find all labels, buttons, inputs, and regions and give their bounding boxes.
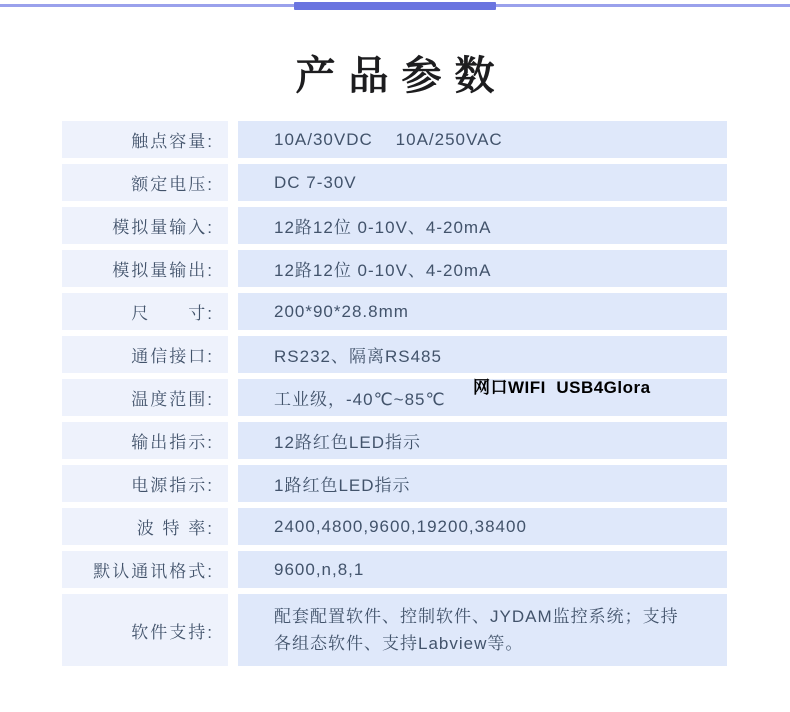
param-value: 10A/30VDC 10A/250VAC — [238, 121, 727, 158]
table-row — [62, 293, 727, 330]
table-row — [62, 594, 727, 666]
page-title: 产品参数 — [295, 54, 508, 98]
param-value: 配套配置软件、控制软件、JYDAM监控系统；支持各组态软件、支持Labview等。 — [238, 594, 727, 666]
param-value: 12路12位 0-10V、4-20mA — [238, 250, 727, 287]
table-row — [62, 164, 727, 201]
param-label: 波 特 率: — [62, 508, 228, 545]
table-row — [62, 250, 727, 287]
param-value: 12路红色LED指示 — [238, 422, 727, 459]
param-value: 200*90*28.8mm — [238, 293, 727, 330]
param-value: DC 7-30V — [238, 164, 727, 201]
param-label: 模拟量输出: — [62, 250, 228, 287]
param-value: 12路12位 0-10V、4-20mA — [238, 207, 727, 244]
param-value: 2400,4800,9600,19200,38400 — [238, 508, 727, 545]
table-row — [62, 551, 727, 588]
table-row — [62, 207, 727, 244]
param-label: 模拟量输入: — [62, 207, 228, 244]
table-row — [62, 508, 727, 545]
table-row — [62, 336, 727, 373]
param-label: 输出指示: — [62, 422, 228, 459]
param-label: 尺 寸: — [62, 293, 228, 330]
param-value: 1路红色LED指示 — [238, 465, 727, 502]
connectivity-note: 网口WIFI USB4Glora — [473, 378, 651, 397]
param-label: 触点容量: — [62, 121, 228, 158]
table-row — [62, 121, 727, 158]
param-value: 9600,n,8,1 — [238, 551, 727, 588]
top-divider-bar — [294, 2, 496, 10]
param-label: 软件支持: — [62, 594, 228, 666]
table-row — [62, 422, 727, 459]
param-label: 通信接口: — [62, 336, 228, 373]
param-label: 电源指示: — [62, 465, 228, 502]
param-value: RS232、隔离RS485 — [238, 336, 727, 373]
table-row — [62, 465, 727, 502]
param-value: 工业级，-40℃~85℃ — [238, 379, 727, 416]
param-label: 默认通讯格式: — [62, 551, 228, 588]
param-label: 额定电压: — [62, 164, 228, 201]
param-label: 温度范围: — [62, 379, 228, 416]
